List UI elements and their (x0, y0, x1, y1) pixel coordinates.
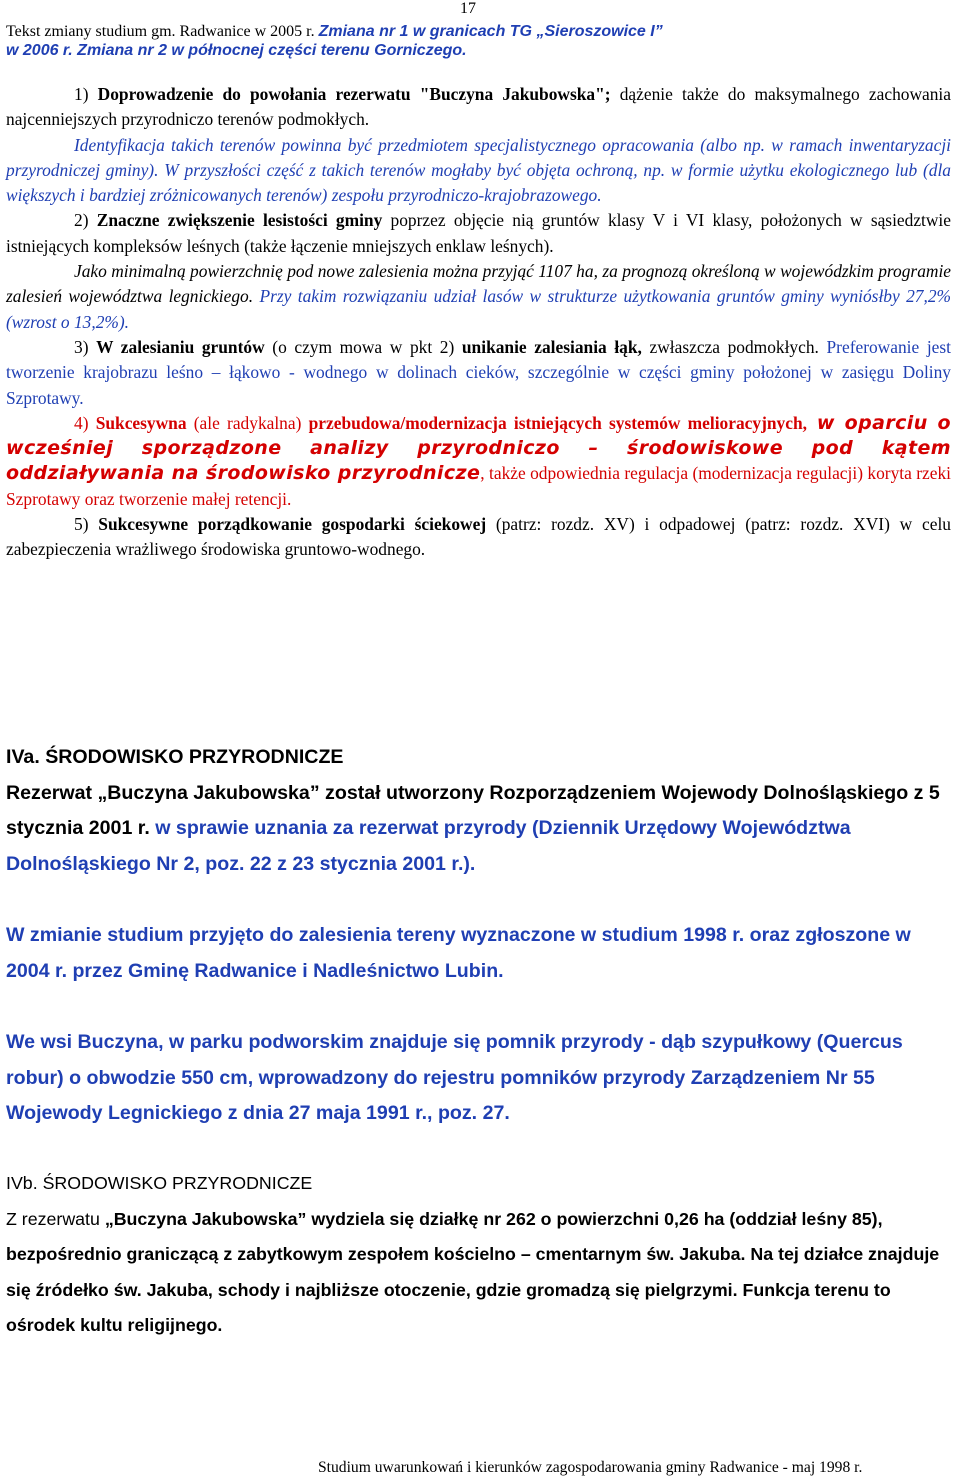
item-3-blue-text: Preferowanie jest tworzenie krajobrazu leśno – łąkowo - wodnego w dolinach cieków, szczególnie w części gminy położonej w zasięgu Doliny Szprotawy. (6, 336, 951, 408)
item-3-number: 3) (74, 336, 97, 357)
item-3-text-1: (o czym mowa w pkt 2) (264, 336, 462, 357)
reserve-decree-reference: w sprawie uznania za rezerwat przyrody (Dziennik Urzędowy Województwa Dolnośląskiego Nr 2, poz. 22 z 23 stycznia 2001 r.). (6, 817, 851, 875)
list-item-4 (6, 411, 951, 512)
list-item-1 (6, 82, 951, 133)
item-5-bold: Sukcesywne porządkowanie gospodarki ściekowej (98, 514, 487, 535)
section-ivb-heading: IVb. ŚRODOWISKO PRZYRODNICZE (6, 1173, 313, 1193)
list-item-3 (6, 335, 951, 411)
recommendations-list (6, 82, 951, 563)
item-2-text: poprzez objęcie nią gruntów klasy V i VI klasy, położonych w sąsiedztwie istniejących kompleksów leśnych (także łączenie mniejszych enklaw leśnych). (6, 210, 951, 256)
page-header (6, 22, 956, 60)
section-iva-paragraph-3: We wsi Buczyna, w parku podworskim znajduje się pomnik przyrody - dąb szypułkowy (Quercus robur) o obwodzie 550 cm, wprowadzony do rejestru pomników przyrody Zarządzeniem Nr 55 Wojewody Legnickiego z dnia 27 maja 1991 r., poz. 27. (6, 1031, 903, 1124)
list-item-5 (6, 512, 951, 563)
section-ivb (6, 1166, 951, 1344)
section-ivb-bold-text: „Buczyna Jakubowska” wydziela się działkę nr 262 o powierzchni 0,26 ha (oddział leśny 85), bezpośrednio graniczącą z zabytkowym zespołem kościelno – cmentarnym św. Jakuba. Na tej działce znajduje się źródełko św. Jakuba, schody i najbliższe otoczenie, gdzie gromadzą się pielgrzymi. Funkcja terenu to ośrodek kultu religijnego. (6, 1208, 940, 1335)
item-4-bold-1: Sukcesywna (95, 412, 187, 433)
item-2-number: 2) (74, 210, 97, 231)
item-1-text: dążenie także do maksymalnego zachowania najcenniejszych przyrodniczo terenów podmokłych. (6, 84, 951, 130)
section-iva-paragraph-1 (6, 776, 951, 883)
item-3-bold-2: unikanie zalesiania łąk, (461, 336, 642, 357)
header-line-1 (6, 22, 956, 41)
section-iva-heading: IVa. ŚRODOWISKO PRZYRODNICZE (6, 746, 344, 768)
item-1-bold: Doprowadzenie do powołania rezerwatu "Buczyna Jakubowska"; (97, 84, 611, 104)
paragraph-spacer (6, 989, 951, 1025)
paragraph-spacer (6, 882, 951, 918)
item-4-text-1: (ale radykalna) (186, 412, 309, 433)
item-2-italic-plain: Jako minimalną powierzchnię pod nowe zalesienia można przyjąć 1107 ha, za prognozą określoną w wojewódzkim programie zalesień województwa legnickiego. (6, 261, 951, 307)
item-5-text: (patrz: rozdz. XV) i odpadowej (patrz: rozdz. XVI) w celu zabezpieczenia wrażliwego środowiska gruntowo-wodnego. (6, 514, 951, 560)
item-2-bold: Znaczne zwiększenie lesistości gminy (96, 210, 383, 231)
item-2-italic-note (6, 259, 951, 335)
item-3-text-2: zwłaszcza podmokłych. (641, 336, 819, 357)
item-3-bold-1: W zalesianiu gruntów (96, 336, 265, 357)
item-2-italic-blue: Przy takim rozwiązaniu udział lasów w strukturze użytkowania gruntów gminy wyniósłby 27,2% (wzrost o 13,2%). (6, 286, 952, 332)
section-ivb-paragraph (6, 1202, 951, 1344)
item-4-emphasis: w oparciu o wcześniej sporządzone analizy przyrodniczo – środowiskowe pod kątem oddziaływania na środowisko przyrodnicze (6, 411, 951, 485)
page-footer: Studium uwarunkowań i kierunków zagospodarowania gminy Radwanice - maj 1998 r. (318, 1459, 863, 1476)
header-italic-text: Zmiana nr 1 w granicach TG „Sieroszowice I” (318, 23, 663, 40)
item-4-text-2: , także odpowiednia regulacja (modernizacja regulacji) koryta rzeki Szprotawy oraz tworzenie małej retencji. (6, 463, 951, 509)
item-1-number: 1) (74, 84, 98, 104)
item-1-italic-note: Identyfikacja takich terenów powinna być przedmiotem specjalistycznego opracowania (albo np. w ramach inwentaryzacji przyrodniczej gminy). W przyszłości część z takich terenów mogłaby być objęta ochroną, np. w formie użytku ekologicznego lub (dla większych i bardziej zróżnicowanych terenów) zespołu przyrodniczo-krajobrazowego. (6, 134, 951, 206)
section-iva-paragraph-2: W zmianie studium przyjęto do zalesienia tereny wyznaczone w studium 1998 r. oraz zgłoszone w 2004 r. przez Gminę Radwanice i Nadleśnictwo Lubin. (6, 924, 911, 982)
header-line-2: w 2006 r. Zmiana nr 2 w północnej części terenu Gorniczego. (6, 42, 467, 59)
reserve-decree-text: Rezerwat „Buczyna Jakubowska” został utworzony Rozporządzeniem Wojewody Dolnośląskiego z 5 stycznia 2001 r. (6, 781, 940, 839)
page-number: 17 (460, 0, 476, 17)
list-item-2 (6, 208, 951, 259)
item-5-number: 5) (74, 514, 99, 535)
item-4-number: 4) (74, 412, 96, 433)
item-4-bold-2: przebudowa/modernizacja istniejących systemów melioracyjnych, (308, 412, 807, 433)
header-plain-text: Tekst zmiany studium gm. Radwanice w 2005 r. (6, 23, 319, 40)
section-ivb-lead: Z rezerwatu (6, 1208, 105, 1229)
section-iva (6, 740, 951, 1132)
